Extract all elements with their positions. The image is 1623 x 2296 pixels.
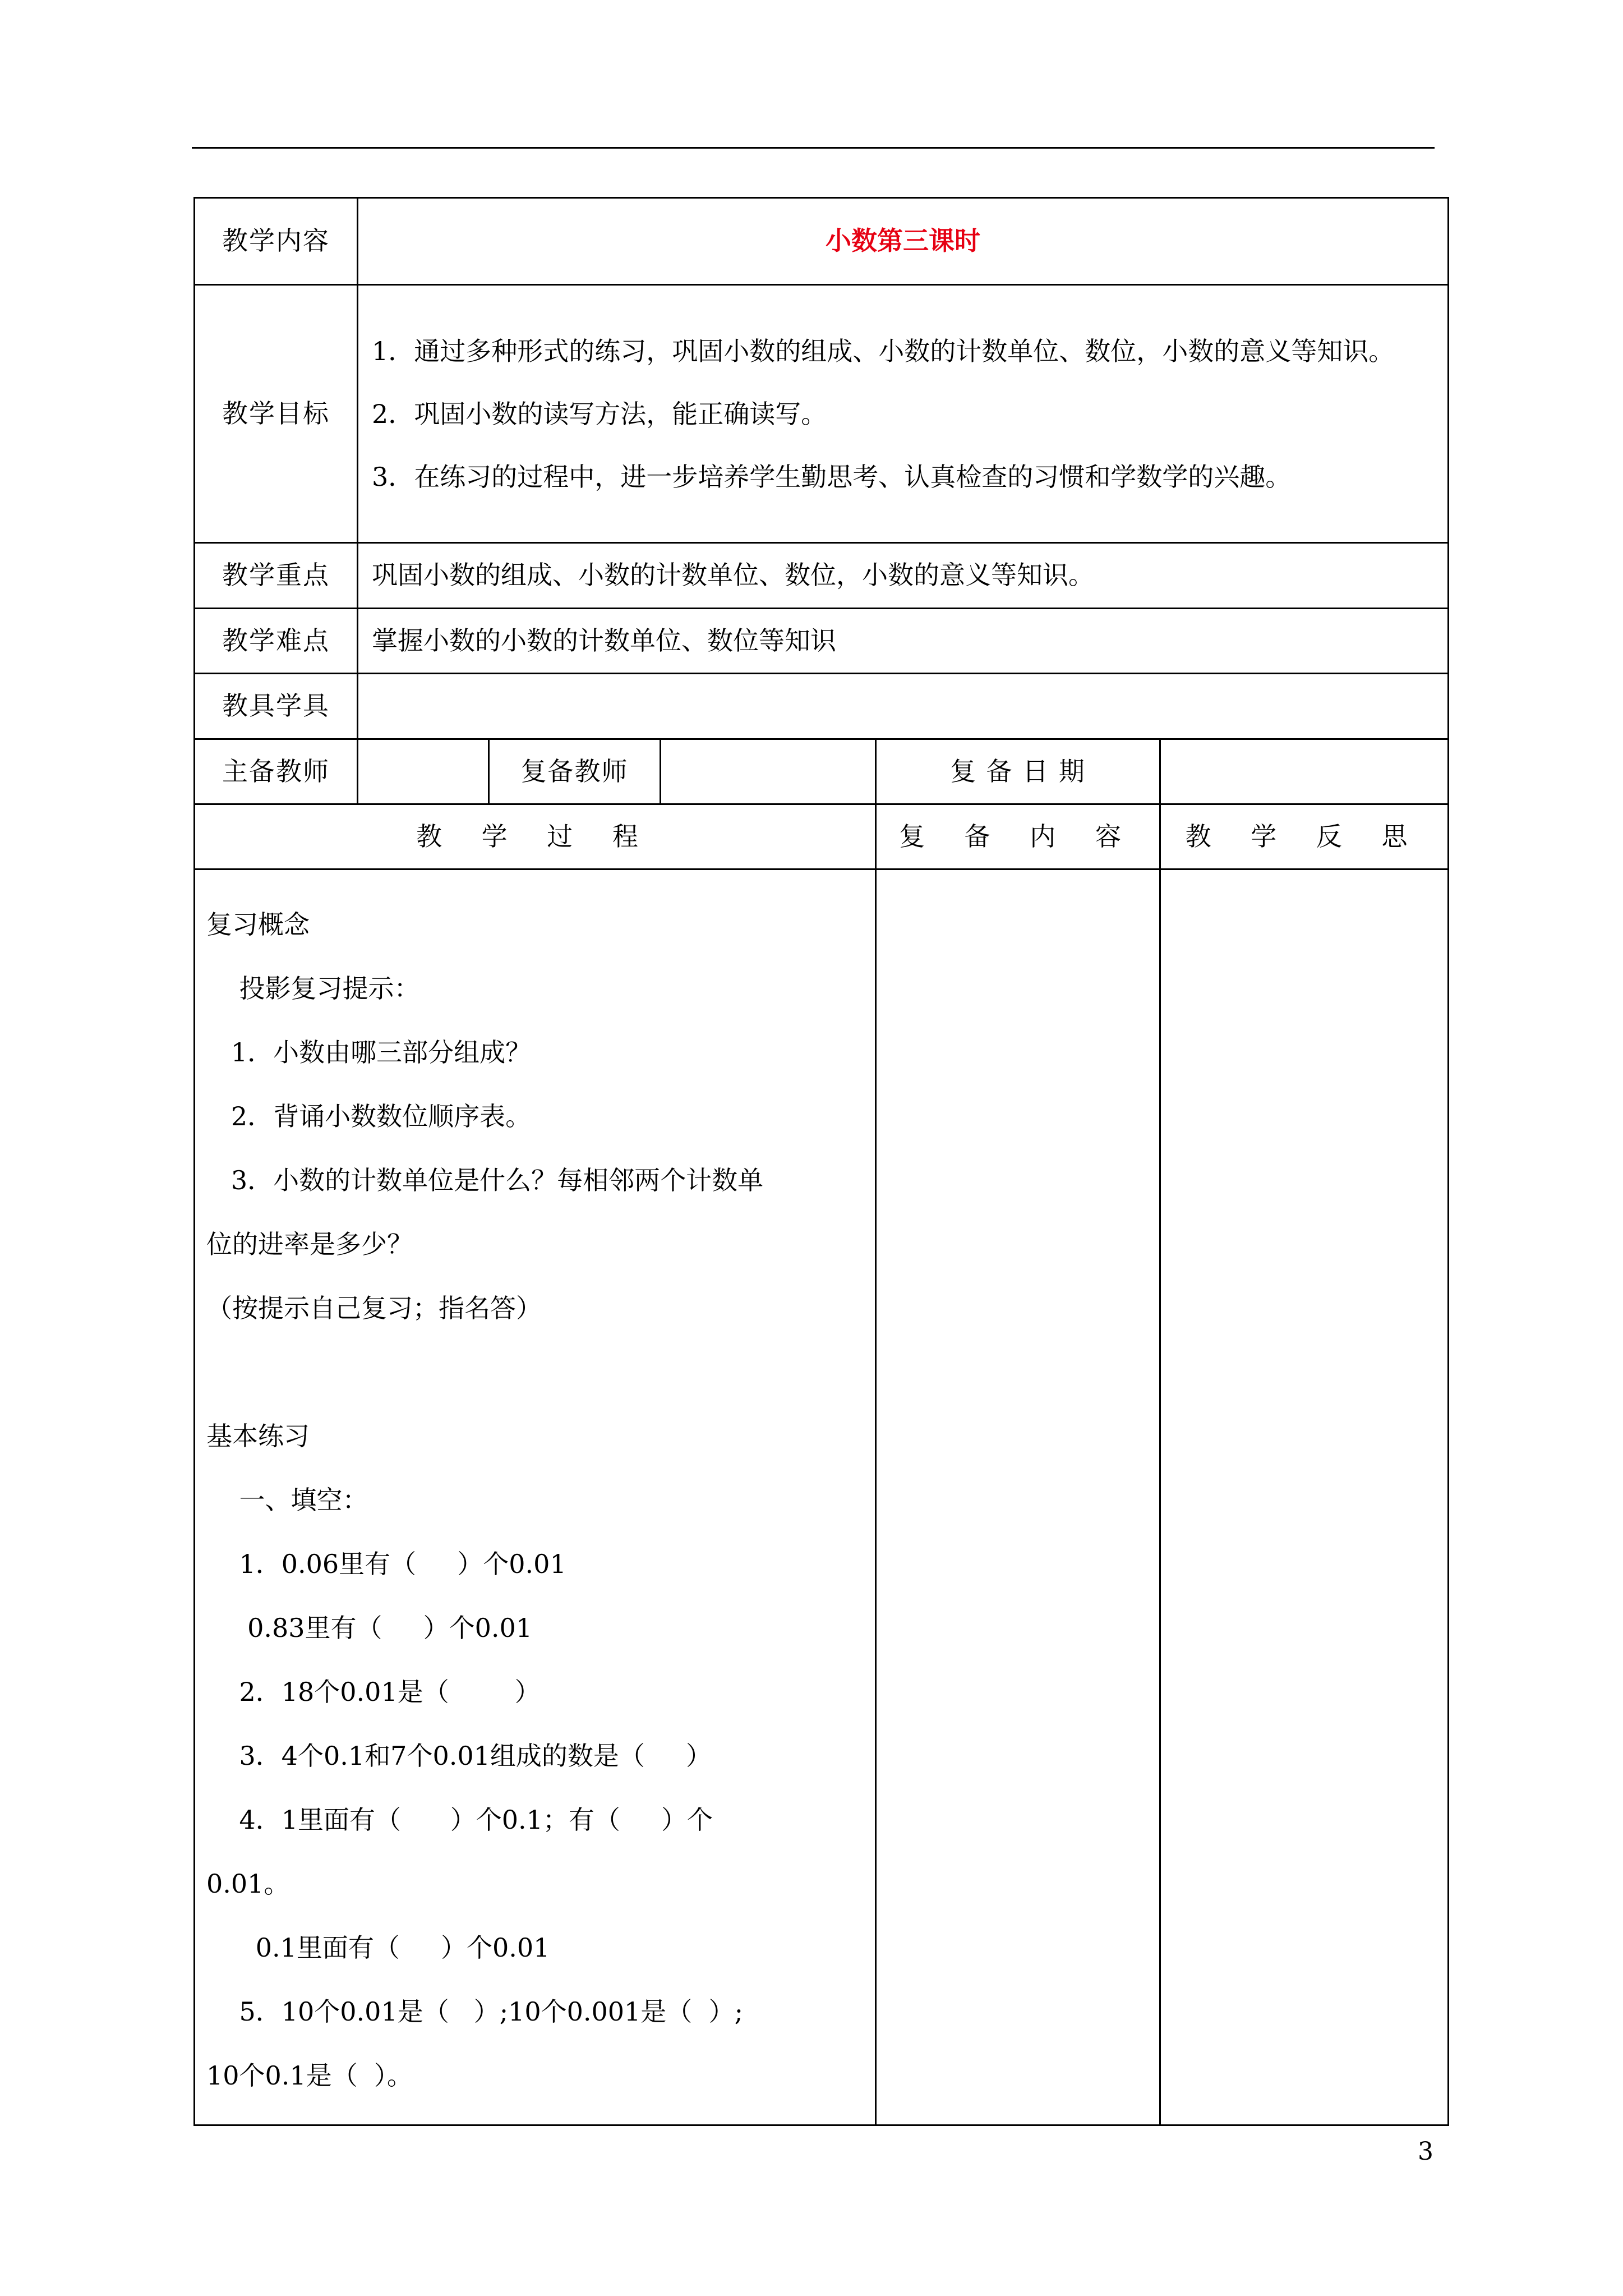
process-line: 0.83里有（ ）个0.01	[206, 1613, 533, 1643]
process-cell	[195, 869, 876, 2125]
objectives-label: 教学目标	[195, 285, 358, 543]
process-line: 3．4个0.1和7个0.01组成的数是（ ）	[206, 1741, 712, 1771]
materials-label: 教具学具	[195, 674, 358, 739]
row-content	[195, 198, 1449, 285]
process-line: 1．小数由哪三部分组成？	[206, 1037, 532, 1068]
co-date-label: 复 备 日 期	[876, 739, 1160, 804]
process-line: 4．1里面有（ ）个0.1；有（ ）个	[206, 1805, 713, 1835]
co-teacher-label: 复备教师	[489, 739, 661, 804]
lesson-title: 小数第三课时	[358, 198, 1449, 285]
process-line: 5．10个0.01是（ ）;10个0.001是（ ）;	[206, 1996, 744, 2027]
reflection-cell	[1160, 869, 1449, 2125]
row-key-points	[195, 543, 1449, 609]
process-text	[206, 892, 867, 2108]
row-teachers	[195, 739, 1449, 804]
difficulties-label: 教学难点	[195, 609, 358, 674]
main-teacher-label: 主备教师	[195, 739, 358, 804]
process-header: 教 学 过 程	[195, 804, 876, 869]
process-line: 投影复习提示：	[206, 973, 420, 1004]
process-line: 基本练习	[206, 1421, 310, 1451]
process-line: 10个0.1是（ ）。	[206, 2060, 413, 2091]
process-line: 3．小数的计数单位是什么？每相邻两个计数单	[206, 1165, 764, 1195]
process-line: 1．0.06里有（ ）个0.01	[206, 1549, 566, 1579]
row-objectives	[195, 285, 1449, 543]
co-content-header: 复 备 内 容	[876, 804, 1160, 869]
row-column-headers	[195, 804, 1449, 869]
row-difficulties	[195, 609, 1449, 674]
process-line	[206, 1340, 867, 1404]
process-line: 2．背诵小数数位顺序表。	[206, 1101, 532, 1131]
objective-2: 2．巩固小数的读写方法，能正确读写。	[372, 398, 827, 429]
co-teacher-value	[661, 739, 876, 804]
key-points-value: 巩固小数的组成、小数的计数单位、数位，小数的意义等知识。	[358, 543, 1449, 609]
difficulties-value: 掌握小数的小数的计数单位、数位等知识	[358, 609, 1449, 674]
header-rule	[192, 147, 1435, 149]
process-line: 位的进率是多少？	[206, 1229, 413, 1259]
process-line: 0.1里面有（ ）个0.01	[206, 1932, 550, 1963]
objective-1: 1．通过多种形式的练习，巩固小数的组成、小数的计数单位、数位，小数的意义等知识。	[372, 335, 1395, 366]
process-line: 2．18个0.01是（ ）	[206, 1677, 541, 1707]
lesson-plan-table	[193, 197, 1449, 2126]
materials-value	[358, 674, 1449, 739]
process-line: 0.01。	[206, 1869, 290, 1899]
row-process	[195, 869, 1449, 2125]
page-number: 3	[1418, 2137, 1433, 2166]
process-line: （按提示自己复习；指名答）	[206, 1293, 542, 1323]
co-content-cell	[876, 869, 1160, 2125]
main-teacher-value	[358, 739, 489, 804]
key-points-label: 教学重点	[195, 543, 358, 609]
row-materials	[195, 674, 1449, 739]
content-label: 教学内容	[195, 198, 358, 285]
reflection-header: 教 学 反 思	[1160, 804, 1449, 869]
objective-3: 3．在练习的过程中，进一步培养学生勤思考、认真检查的习惯和学数学的兴趣。	[372, 461, 1292, 492]
objectives-cell	[358, 285, 1449, 543]
process-line: 复习概念	[206, 909, 310, 940]
process-line: 一、填空：	[206, 1485, 368, 1515]
co-date-value	[1160, 739, 1449, 804]
